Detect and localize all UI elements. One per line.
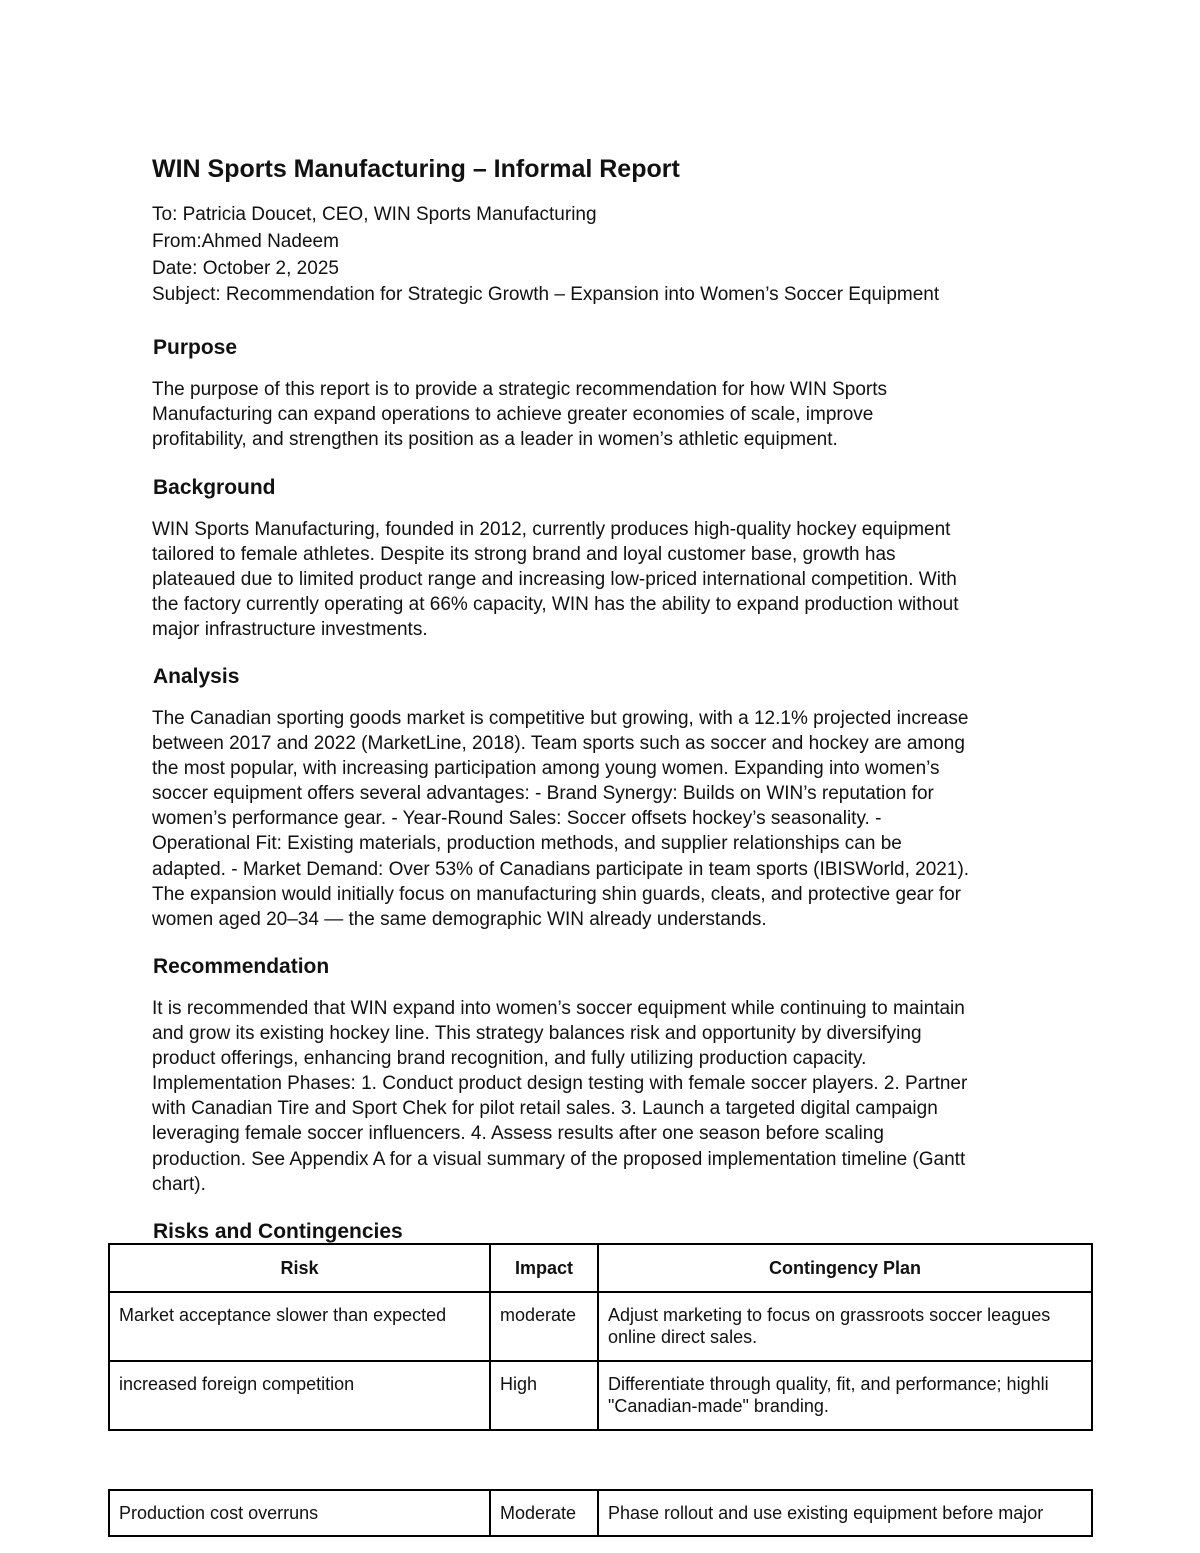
purpose-paragraph: [152, 377, 1052, 452]
analysis-heading: Analysis: [153, 665, 240, 688]
contingency-cell: Phase rollout and use existing equipment before major: [598, 1490, 1092, 1536]
impact-cell: moderate: [490, 1292, 598, 1361]
recommendation-paragraph: [152, 996, 1052, 1197]
paragraph-line: The purpose of this report is to provide a strategic recommendation for how WIN Sports: [152, 379, 887, 400]
paragraph-line: tailored to female athletes. Despite its strong brand and loyal customer base, growth has: [152, 544, 896, 566]
background-paragraph: [152, 517, 1052, 642]
contingency-line: Adjust marketing to focus on grassroots soccer leagues: [608, 1305, 1051, 1325]
paragraph-line: the factory currently operating at 66% capacity, WIN has the ability to expand production without: [152, 594, 959, 616]
table-row: [109, 1292, 1092, 1361]
column-header-impact: Impact: [490, 1244, 598, 1292]
purpose-heading: Purpose: [153, 336, 238, 359]
background-heading: Background: [153, 476, 276, 499]
column-header-risk: Risk: [109, 1244, 490, 1292]
paragraph-line: It is recommended that WIN expand into women’s soccer equipment while continuing to maintain: [152, 998, 965, 1019]
paragraph-line: WIN Sports Manufacturing, founded in 2012, currently produces high-quality hockey equipment: [152, 519, 951, 540]
contingency-line: "Canadian-made" branding.: [608, 1396, 829, 1416]
contingency-line: Differentiate through quality, fit, and performance; highli: [608, 1374, 1049, 1394]
paragraph-line: women’s performance gear. - Year-Round Sales: Soccer offsets hockey’s seasonality. -: [152, 808, 882, 830]
paragraph-line: Operational Fit: Existing materials, production methods, and supplier relationships can be: [152, 833, 902, 855]
paragraph-line: soccer equipment offers several advantages: - Brand Synergy: Builds on WIN’s reputation for: [152, 783, 934, 805]
memo-from: From:Ahmed Nadeem: [152, 231, 339, 252]
paragraph-line: and grow its existing hockey line. This strategy balances risk and opportunity by diversifying: [152, 1023, 922, 1045]
risks-heading: Risks and Contingencies: [153, 1220, 403, 1243]
memo-date: Date: October 2, 2025: [152, 258, 339, 279]
recommendation-heading: Recommendation: [153, 955, 330, 978]
contingency-line: online direct sales.: [608, 1327, 758, 1347]
contingency-cell: [598, 1361, 1092, 1430]
paragraph-line: product offerings, enhancing brand recognition, and fully utilizing production capacity.: [152, 1048, 867, 1070]
paragraph-line: chart).: [152, 1173, 206, 1195]
risks-table: [108, 1243, 1093, 1431]
memo-to: To: Patricia Doucet, CEO, WIN Sports Manufacturing: [152, 204, 597, 225]
risks-table-continued: [108, 1489, 1093, 1537]
memo-subject: Subject: Recommendation for Strategic Growth – Expansion into Women’s Soccer Equipment: [152, 284, 940, 305]
table-row: [109, 1490, 1092, 1536]
paragraph-line: with Canadian Tire and Sport Chek for pilot retail sales. 3. Launch a targeted digital campaign: [152, 1098, 938, 1120]
paragraph-line: adapted. - Market Demand: Over 53% of Canadians participate in team sports (IBISWorld, 2021).: [152, 858, 970, 880]
table-header-row: [109, 1244, 1092, 1292]
paragraph-line: the most popular, with increasing participation among young women. Expanding into women’s: [152, 758, 940, 780]
paragraph-line: Manufacturing can expand operations to achieve greater economies of scale, improve: [152, 404, 874, 426]
risk-cell: Market acceptance slower than expected: [109, 1292, 490, 1361]
table-row: [109, 1361, 1092, 1430]
impact-cell: Moderate: [490, 1490, 598, 1536]
paragraph-line: profitability, and strengthen its position as a leader in women’s athletic equipment.: [152, 429, 838, 451]
impact-cell: High: [490, 1361, 598, 1430]
analysis-paragraph: [152, 706, 1052, 932]
paragraph-line: The expansion would initially focus on manufacturing shin guards, cleats, and protective gear for: [152, 883, 962, 905]
contingency-cell: [598, 1292, 1092, 1361]
paragraph-line: The Canadian sporting goods market is competitive but growing, with a 12.1% projected increase: [152, 708, 969, 729]
risk-cell: Production cost overruns: [109, 1490, 490, 1536]
paragraph-line: Implementation Phases: 1. Conduct product design testing with female soccer players. 2. Partner: [152, 1073, 968, 1095]
paragraph-line: production. See Appendix A for a visual summary of the proposed implementation timeline (Gantt: [152, 1148, 966, 1170]
risk-cell: increased foreign competition: [109, 1361, 490, 1430]
paragraph-line: leveraging female soccer influencers. 4. Assess results after one season before scaling: [152, 1123, 884, 1145]
paragraph-line: major infrastructure investments.: [152, 619, 428, 641]
paragraph-line: women aged 20–34 — the same demographic WIN already understands.: [152, 908, 767, 930]
paragraph-line: between 2017 and 2022 (MarketLine, 2018). Team sports such as soccer and hockey are among: [152, 733, 965, 755]
report-title: WIN Sports Manufacturing – Informal Report: [152, 155, 680, 183]
column-header-contingency-plan: Contingency Plan: [598, 1244, 1092, 1292]
paragraph-line: plateaued due to limited product range and increasing low-priced international competition. With: [152, 569, 957, 591]
